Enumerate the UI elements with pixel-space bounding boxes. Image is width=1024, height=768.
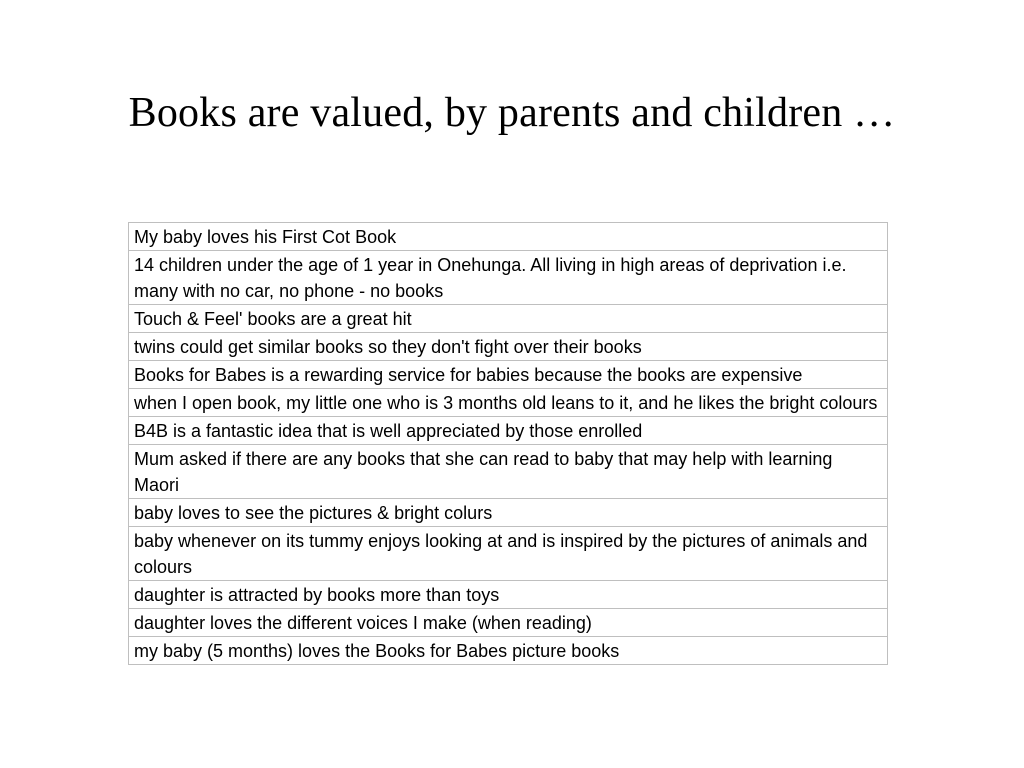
quote-cell: Touch & Feel' books are a great hit (129, 305, 888, 333)
quote-cell: baby loves to see the pictures & bright colurs (129, 499, 888, 527)
table-row (129, 581, 888, 609)
table-row (129, 389, 888, 417)
table-row (129, 527, 888, 581)
quote-cell: B4B is a fantastic idea that is well appreciated by those enrolled (129, 417, 888, 445)
table-row (129, 223, 888, 251)
quote-cell: daughter loves the different voices I make (when reading) (129, 609, 888, 637)
quote-cell: 14 children under the age of 1 year in Onehunga. All living in high areas of deprivation i.e. many with no car, no phone - no books (129, 251, 888, 305)
table-row (129, 305, 888, 333)
quote-cell: twins could get similar books so they don't fight over their books (129, 333, 888, 361)
table-row (129, 445, 888, 499)
quote-cell: My baby loves his First Cot Book (129, 223, 888, 251)
quote-cell: daughter is attracted by books more than toys (129, 581, 888, 609)
quotes-table (128, 222, 888, 665)
quote-cell: when I open book, my little one who is 3 months old leans to it, and he likes the bright colours (129, 389, 888, 417)
quote-cell: my baby (5 months) loves the Books for Babes picture books (129, 637, 888, 665)
table-row (129, 333, 888, 361)
table-row (129, 251, 888, 305)
table-row (129, 499, 888, 527)
quote-cell: Books for Babes is a rewarding service for babies because the books are expensive (129, 361, 888, 389)
quote-cell: baby whenever on its tummy enjoys looking at and is inspired by the pictures of animals and colours (129, 527, 888, 581)
table-row (129, 361, 888, 389)
quote-cell: Mum asked if there are any books that she can read to baby that may help with learning Maori (129, 445, 888, 499)
table-row (129, 609, 888, 637)
slide-title: Books are valued, by parents and children … (128, 90, 896, 136)
table-row (129, 637, 888, 665)
table-row (129, 417, 888, 445)
